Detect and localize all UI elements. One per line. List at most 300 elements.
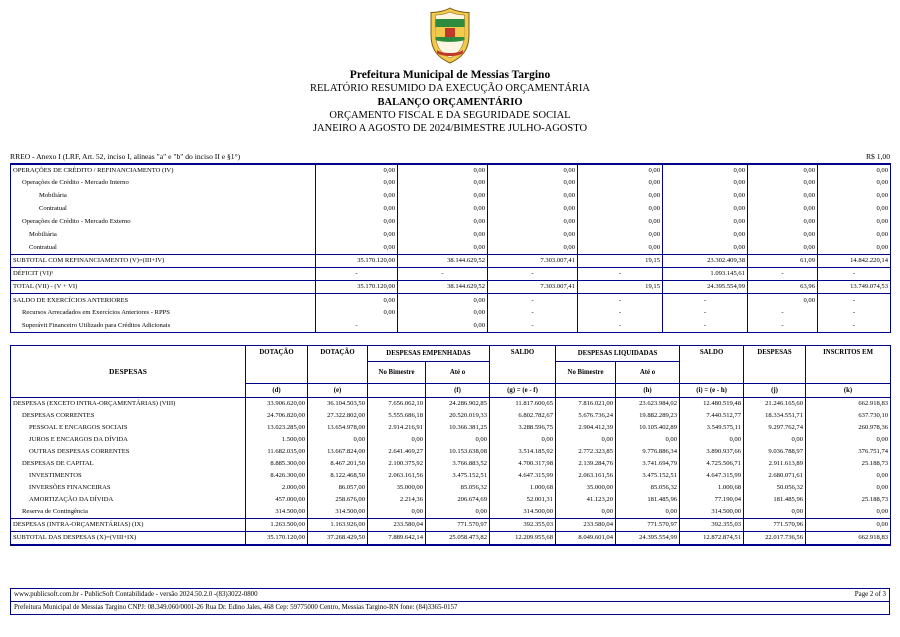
cell-value: 258.676,00	[308, 494, 368, 506]
receitas-refinanciamento-table	[10, 163, 891, 334]
report-subtitle: BALANÇO ORÇAMENTÁRIO	[377, 96, 523, 108]
cell-value: -	[818, 268, 891, 281]
cell-value: 61,09	[748, 255, 818, 268]
cell-value: 0,00	[663, 242, 748, 255]
entity-name: Prefeitura Municipal de Messias Targino	[349, 69, 551, 81]
cell-value: 0,00	[818, 177, 891, 190]
cell-value: 314.500,00	[246, 506, 308, 519]
cell-value: 24.286.902,85	[426, 398, 490, 411]
cell-value: 2.641.469,27	[368, 446, 426, 458]
cell-value: 2.100.375,92	[368, 458, 426, 470]
row-label: PESSOAL E ENCARGOS SOCIAIS	[29, 424, 128, 432]
cell-value: 0,00	[316, 307, 398, 320]
coat-of-arms-icon	[429, 7, 471, 65]
cell-value: 35.000,00	[368, 482, 426, 494]
cell-value: 662.918,83	[806, 398, 891, 411]
cell-value: 3.766.883,52	[426, 458, 490, 470]
cell-value: 0,00	[616, 434, 680, 446]
cell-value: 7.440.512,77	[680, 410, 744, 422]
cell-value: 7.889.642,14	[368, 532, 426, 546]
column-despesas-pagas: DESPESAS	[744, 346, 806, 384]
cell-value: 0,00	[748, 177, 818, 190]
report-period: JANEIRO A AGOSTO DE 2024/BIMESTRE JULHO-AGOSTO	[312, 122, 588, 134]
cell-value: 8.467.201,50	[308, 458, 368, 470]
cell-value: 0,00	[488, 164, 578, 177]
table-row	[11, 294, 891, 307]
cell-value: 19,15	[578, 255, 663, 268]
cell-value: 11.682.035,00	[246, 446, 308, 458]
cell-value: 0,00	[398, 242, 488, 255]
cell-value: 0,00	[748, 294, 818, 307]
cell-value: 41.123,20	[556, 494, 616, 506]
cell-value: 3.514.185,92	[490, 446, 556, 458]
entity-info: Prefeitura Municipal de Messias Targino CNPJ: 08.349.060/0001-26 Rua Dr. Edino Jales, 468 Cep: 59775000 Centro, Messias Targino-RN fone: (84)3365-0157	[14, 604, 458, 611]
cell-value: 2.904.412,39	[556, 422, 616, 434]
cell-value: 233.580,04	[368, 519, 426, 532]
cell-value: 637.730,10	[806, 410, 891, 422]
table-row	[11, 446, 891, 458]
row-label: Recursos Arrecadados em Exercícios Anteriores - RPPS	[22, 309, 170, 317]
cell-value: -	[578, 268, 663, 281]
cell-value: 0,00	[316, 216, 398, 229]
cell-value: 23.623.984,02	[616, 398, 680, 411]
page-footer	[10, 588, 890, 615]
column-letter: (g) = (e - f)	[490, 384, 556, 398]
cell-value: 24.395.554,99	[616, 532, 680, 546]
cell-value: 25.188,73	[806, 494, 891, 506]
cell-value: 376.751,74	[806, 446, 891, 458]
cell-value: 0,00	[818, 203, 891, 216]
row-label: SUBTOTAL DAS DESPESAS (X)=(VIII+IX)	[11, 532, 246, 546]
cell-value: 24.706.820,00	[246, 410, 308, 422]
row-label: Superávit Financeiro Utilizado para Créditos Adicionais	[22, 322, 171, 330]
table-row	[11, 398, 891, 411]
cell-value: 0,00	[748, 216, 818, 229]
cell-value: 0,00	[316, 229, 398, 242]
subcolumn-liquidadas-no-bimestre: No Bimestre	[556, 362, 616, 384]
report-scope: ORÇAMENTO FISCAL E DA SEGURIDADE SOCIAL	[329, 109, 571, 121]
cell-value: 4.700.317,98	[490, 458, 556, 470]
cell-value: 0,00	[578, 190, 663, 203]
table-row	[11, 470, 891, 482]
cell-value: -	[488, 268, 578, 281]
cell-value: 260.978,36	[806, 422, 891, 434]
cell-value: 8.049.601,04	[556, 532, 616, 546]
cell-value: 206.674,69	[426, 494, 490, 506]
table-row	[11, 519, 891, 532]
cell-value: 0,00	[806, 519, 891, 532]
cell-value: 0,00	[748, 203, 818, 216]
currency-unit: R$ 1,00	[865, 151, 890, 161]
cell-value: 1.000,68	[680, 482, 744, 494]
cell-value: 0,00	[616, 506, 680, 519]
cell-value: 4.647.315,99	[490, 470, 556, 482]
cell-value: 0,00	[316, 164, 398, 177]
cell-value: 6.802.782,67	[490, 410, 556, 422]
cell-value: 10.153.638,08	[426, 446, 490, 458]
cell-value: 0,00	[806, 434, 891, 446]
cell-value: 0,00	[663, 203, 748, 216]
cell-value: 0,00	[748, 229, 818, 242]
column-saldo-g: SALDO	[490, 346, 556, 384]
cell-value: 0,00	[578, 242, 663, 255]
row-label: Operações de Crédito - Mercado Interno	[22, 179, 129, 187]
footer-software-row	[11, 589, 889, 601]
cell-value: 233.580,04	[556, 519, 616, 532]
footer-entity-row	[11, 601, 889, 614]
cell-value: 0,00	[398, 203, 488, 216]
cell-value: 0,00	[398, 216, 488, 229]
cell-value: 21.246.165,60	[744, 398, 806, 411]
cell-value: 1.000,68	[490, 482, 556, 494]
cell-value: 13.023.285,00	[246, 422, 308, 434]
cell-value: 2.063.161,56	[556, 470, 616, 482]
column-letter	[556, 384, 616, 398]
column-letter: (h)	[616, 384, 680, 398]
software-info: www.publicsoft.com.br - PublicSoft Contabilidade - versão 2024.50.2.0 -(83)3022-0800	[14, 591, 258, 598]
cell-value: -	[818, 307, 891, 320]
cell-value: 0,00	[663, 190, 748, 203]
cell-value: 1.263.500,00	[246, 519, 308, 532]
cell-value: 3.475.152,51	[426, 470, 490, 482]
cell-value: 2.772.323,85	[556, 446, 616, 458]
row-label: Mobiliária	[29, 231, 57, 239]
cell-value: 7.816.021,00	[556, 398, 616, 411]
cell-value: 181.485,96	[616, 494, 680, 506]
cell-value: 23.302.409,38	[663, 255, 748, 268]
column-dotacao-atualizada: DOTAÇÃO	[308, 346, 368, 384]
cell-value: 457.000,00	[246, 494, 308, 506]
cell-value: 37.268.429,50	[308, 532, 368, 546]
cell-value: 25.188,73	[806, 458, 891, 470]
cell-value: 0,00	[398, 294, 488, 307]
annex-reference: RREO - Anexo I (LRF, Art. 52, inciso I, alíneas "a" e "b" do inciso II e §1°)	[10, 151, 241, 161]
cell-value: 0,00	[663, 177, 748, 190]
row-label: SUBTOTAL COM REFINANCIAMENTO (V)=(III+IV)	[11, 255, 316, 268]
cell-value: 2.914.216,91	[368, 422, 426, 434]
table-row	[11, 482, 891, 494]
cell-value: 0,00	[806, 470, 891, 482]
row-label: INVERSÕES FINANCEIRAS	[29, 484, 111, 492]
cell-value: -	[818, 320, 891, 333]
cell-value: 35.170.120,00	[316, 255, 398, 268]
row-label: Reserva de Contingência	[22, 508, 88, 516]
column-letter: (e)	[308, 384, 368, 398]
cell-value: 86.057,00	[308, 482, 368, 494]
cell-value: 0,00	[578, 164, 663, 177]
cell-value: -	[748, 307, 818, 320]
cell-value: 0,00	[368, 506, 426, 519]
column-letter	[368, 384, 426, 398]
cell-value: -	[748, 320, 818, 333]
row-label: DÉFICIT (VI)¹	[11, 268, 316, 281]
cell-value: 85.056,32	[426, 482, 490, 494]
cell-value: 13.654.978,00	[308, 422, 368, 434]
row-label: SALDO DE EXERCÍCIOS ANTERIORES	[11, 294, 316, 307]
cell-value: 0,00	[488, 190, 578, 203]
table-row	[11, 458, 891, 470]
cell-value: 3.475.152,51	[616, 470, 680, 482]
cell-value: 392.355,03	[490, 519, 556, 532]
cell-value: 0,00	[488, 216, 578, 229]
cell-value: 0,00	[806, 482, 891, 494]
cell-value: 3.288.596,75	[490, 422, 556, 434]
column-letter: (i) = (e - h)	[680, 384, 744, 398]
cell-value: -	[316, 268, 398, 281]
cell-value: 0,00	[818, 229, 891, 242]
cell-value: 2.680.071,61	[744, 470, 806, 482]
cell-value: -	[488, 307, 578, 320]
cell-value: 0,00	[316, 190, 398, 203]
row-label: TOTAL (VII) - (V + VI)	[11, 281, 316, 294]
cell-value: 10.366.381,25	[426, 422, 490, 434]
column-despesas: DESPESAS	[11, 346, 246, 398]
cell-value: 0,00	[744, 506, 806, 519]
cell-value: -	[578, 320, 663, 333]
cell-value: 0,00	[748, 190, 818, 203]
cell-value: 0,00	[316, 242, 398, 255]
table-row	[11, 494, 891, 506]
cell-value: 24.395.554,99	[663, 281, 748, 294]
cell-value: 0,00	[316, 294, 398, 307]
cell-value: 0,00	[368, 434, 426, 446]
row-label: DESPESAS (EXCETO INTRA-ORÇAMENTÁRIAS) (VIII)	[13, 400, 176, 408]
cell-value: 771.570,97	[616, 519, 680, 532]
table-row	[11, 434, 891, 446]
cell-value: 35.170.120,00	[316, 281, 398, 294]
cell-value: 12.209.955,68	[490, 532, 556, 546]
cell-value: 3.549.575,11	[680, 422, 744, 434]
cell-value: 5.676.736,24	[556, 410, 616, 422]
row-label: AMORTIZAÇÃO DA DÍVIDA	[29, 496, 114, 504]
cell-value: 0,00	[663, 229, 748, 242]
row-label: Contratual	[39, 205, 67, 213]
cell-value: 9.297.762,74	[744, 422, 806, 434]
cell-value: 8.426.300,00	[246, 470, 308, 482]
cell-value: 2.063.161,56	[368, 470, 426, 482]
cell-value: 13.667.824,00	[308, 446, 368, 458]
cell-value: 8.122.468,50	[308, 470, 368, 482]
subcolumn-empenhadas-no-bimestre: No Bimestre	[368, 362, 426, 384]
row-label: INVESTIMENTOS	[29, 472, 82, 480]
cell-value: 0,00	[806, 506, 891, 519]
row-label: Operações de Crédito - Mercado Externo	[22, 218, 131, 226]
cell-value: 1.500,00	[246, 434, 308, 446]
cell-value: -	[748, 268, 818, 281]
cell-value: -	[488, 294, 578, 307]
row-label: Mobiliária	[39, 192, 67, 200]
cell-value: 1.093.145,61	[663, 268, 748, 281]
despesas-table-header	[11, 346, 891, 398]
cell-value: 27.322.802,00	[308, 410, 368, 422]
cell-value: 13.749.074,53	[818, 281, 891, 294]
table-row	[11, 203, 891, 216]
cell-value: -	[578, 307, 663, 320]
cell-value: 7.303.007,41	[488, 281, 578, 294]
cell-value: 33.906.620,00	[246, 398, 308, 411]
cell-value: 0,00	[488, 242, 578, 255]
cell-value: 0,00	[748, 242, 818, 255]
table-row	[11, 422, 891, 434]
table-row	[11, 532, 891, 546]
cell-value: 36.104.503,50	[308, 398, 368, 411]
cell-value: 0,00	[426, 506, 490, 519]
cell-value: 4.725.506,71	[680, 458, 744, 470]
column-letter: (k)	[806, 384, 891, 398]
cell-value: 0,00	[818, 242, 891, 255]
cell-value: 63,96	[748, 281, 818, 294]
cell-value: 0,00	[308, 434, 368, 446]
logo-container	[0, 0, 900, 65]
cell-value: 12.480.519,48	[680, 398, 744, 411]
cell-value: 11.817.600,65	[490, 398, 556, 411]
cell-value: 8.885.300,00	[246, 458, 308, 470]
cell-value: 0,00	[488, 229, 578, 242]
cell-value: 38.144.629,52	[398, 255, 488, 268]
cell-value: 2.000,00	[246, 482, 308, 494]
subcolumn-liquidadas-ate-o: Até o	[616, 362, 680, 384]
cell-value: 0,00	[426, 434, 490, 446]
cell-value: 0,00	[398, 164, 488, 177]
cell-value: 25.058.473,82	[426, 532, 490, 546]
document-header	[0, 68, 900, 135]
cell-value: 0,00	[578, 177, 663, 190]
column-group-liquidadas: DESPESAS LIQUIDADAS	[556, 346, 680, 362]
cell-value: 0,00	[556, 506, 616, 519]
despesas-table	[10, 345, 891, 546]
cell-value: -	[398, 268, 488, 281]
column-inscritos: INSCRITOS EM	[806, 346, 891, 384]
cell-value: 0,00	[556, 434, 616, 446]
cell-value: 0,00	[818, 164, 891, 177]
cell-value: 0,00	[488, 203, 578, 216]
cell-value: 0,00	[490, 434, 556, 446]
table-row	[11, 164, 891, 177]
cell-value: 392.355,03	[680, 519, 744, 532]
cell-value: 22.017.736,56	[744, 532, 806, 546]
table-row	[11, 177, 891, 190]
cell-value: -	[316, 320, 398, 333]
cell-value: 12.872.874,51	[680, 532, 744, 546]
cell-value: 7.656.062,10	[368, 398, 426, 411]
cell-value: -	[663, 320, 748, 333]
cell-value: -	[663, 294, 748, 307]
cell-value: 0,00	[488, 177, 578, 190]
cell-value: 314.500,00	[308, 506, 368, 519]
cell-value: 9.036.788,97	[744, 446, 806, 458]
cell-value: 3.741.694,79	[616, 458, 680, 470]
cell-value: 0,00	[578, 203, 663, 216]
page-number: Page 2 of 3	[854, 591, 886, 598]
cell-value: 2.139.284,76	[556, 458, 616, 470]
cell-value: 35.000,00	[556, 482, 616, 494]
column-saldo-i: SALDO	[680, 346, 744, 384]
cell-value: -	[663, 307, 748, 320]
cell-value: 1.163.926,00	[308, 519, 368, 532]
cell-value: 314.500,00	[680, 506, 744, 519]
cell-value: 18.334.551,71	[744, 410, 806, 422]
table-row	[11, 229, 891, 242]
table-row	[11, 307, 891, 320]
cell-value: 314.500,00	[490, 506, 556, 519]
cell-value: 38.144.629,52	[398, 281, 488, 294]
row-label: DESPESAS (INTRA-ORÇAMENTÁRIAS) (IX)	[11, 519, 246, 532]
column-group-empenhadas: DESPESAS EMPENHADAS	[368, 346, 490, 362]
table-row	[11, 268, 891, 281]
column-letter: (d)	[246, 384, 308, 398]
cell-value: 9.776.886,34	[616, 446, 680, 458]
column-letter: (f)	[426, 384, 490, 398]
header-row-groups	[11, 346, 891, 362]
cell-value: 0,00	[398, 307, 488, 320]
row-label: JUROS E ENCARGOS DA DÍVIDA	[29, 436, 128, 444]
row-label: DESPESAS DE CAPITAL	[22, 460, 94, 468]
column-dotacao-inicial: DOTAÇÃO	[246, 346, 308, 384]
cell-value: 0,00	[748, 164, 818, 177]
cell-value: 0,00	[398, 190, 488, 203]
cell-value: 0,00	[663, 216, 748, 229]
cell-value: 85.056,32	[616, 482, 680, 494]
cell-value: 52.001,31	[490, 494, 556, 506]
annex-row	[10, 152, 890, 161]
cell-value: 0,00	[316, 177, 398, 190]
cell-value: 181.485,96	[744, 494, 806, 506]
cell-value: 0,00	[398, 229, 488, 242]
cell-value: 50.056,32	[744, 482, 806, 494]
cell-value: 77.190,04	[680, 494, 744, 506]
cell-value: 0,00	[398, 320, 488, 333]
cell-value: 10.105.402,89	[616, 422, 680, 434]
row-label: OPERAÇÕES DE CRÉDITO / REFINANCIAMENTO (IV)	[11, 164, 316, 177]
cell-value: 3.890.937,66	[680, 446, 744, 458]
cell-value: 20.520.019,33	[426, 410, 490, 422]
cell-value: 0,00	[578, 216, 663, 229]
cell-value: 771.570,97	[426, 519, 490, 532]
cell-value: 0,00	[818, 190, 891, 203]
cell-value: 0,00	[818, 216, 891, 229]
cell-value: 5.555.686,18	[368, 410, 426, 422]
cell-value: 19,15	[578, 281, 663, 294]
table-row	[11, 506, 891, 519]
row-label: DESPESAS CORRENTES	[22, 412, 95, 420]
table-row	[11, 190, 891, 203]
cell-value: 7.303.007,41	[488, 255, 578, 268]
cell-value: -	[818, 294, 891, 307]
cell-value: 4.647.315,99	[680, 470, 744, 482]
cell-value: 0,00	[663, 164, 748, 177]
table-row	[11, 281, 891, 294]
cell-value: 2.214,36	[368, 494, 426, 506]
cell-value: 35.170.120,00	[246, 532, 308, 546]
cell-value: 19.882.289,23	[616, 410, 680, 422]
cell-value: 0,00	[578, 229, 663, 242]
cell-value: 662.918,83	[806, 532, 891, 546]
table-row	[11, 320, 891, 333]
table-row	[11, 242, 891, 255]
cell-value: -	[578, 294, 663, 307]
table-row	[11, 410, 891, 422]
report-title: RELATÓRIO RESUMIDO DA EXECUÇÃO ORÇAMENTÁRIA	[309, 83, 590, 95]
table-row	[11, 216, 891, 229]
cell-value: 771.570,96	[744, 519, 806, 532]
cell-value: 0,00	[398, 177, 488, 190]
cell-value: 0,00	[316, 203, 398, 216]
table-row	[11, 255, 891, 268]
cell-value: 14.842.220,14	[818, 255, 891, 268]
cell-value: 0,00	[744, 434, 806, 446]
cell-value: 0,00	[680, 434, 744, 446]
subcolumn-empenhadas-ate-o: Até o	[426, 362, 490, 384]
